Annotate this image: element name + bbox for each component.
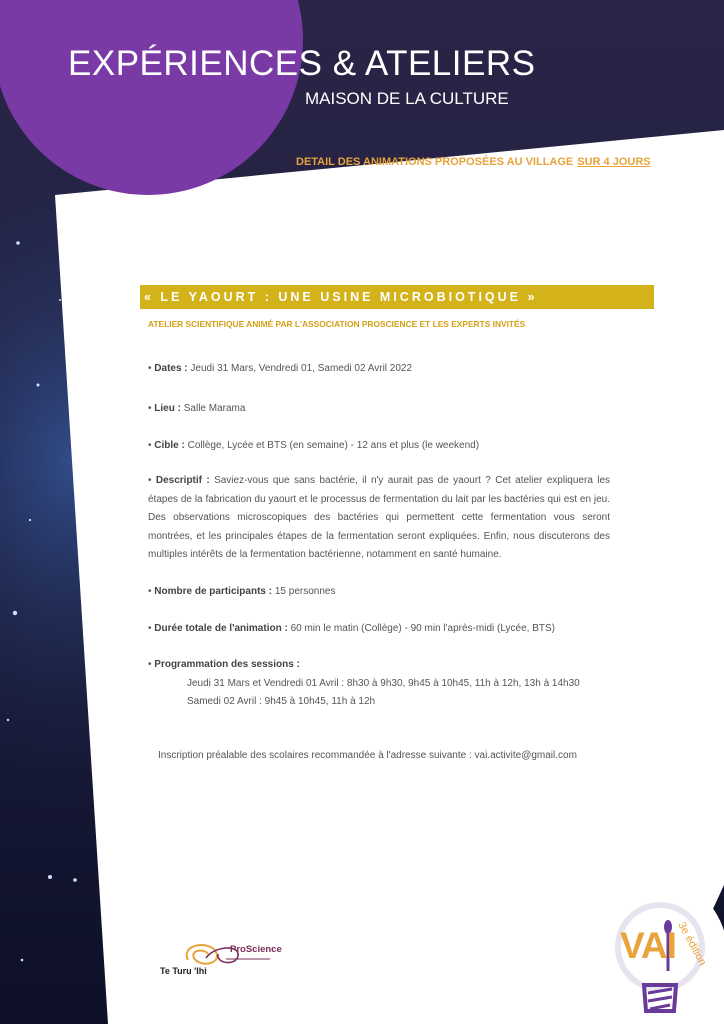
dates-item: • Dates : Jeudi 31 Mars, Vendredi 01, Samedi 02 Avril 2022 (148, 363, 413, 374)
programmation-label: Programmation des sessions : (154, 659, 300, 670)
duree-value: 60 min le matin (Collège) - 90 min l'après-midi (Lycée, BTS) (290, 623, 555, 634)
section-title-bar: « LE YAOURT : UNE USINE MICROBIOTIQUE » (140, 285, 654, 309)
participants-item: • Nombre de participants : 15 personnes (148, 586, 336, 597)
descriptif-label: Descriptif : (155, 475, 210, 486)
cible-item: • Cible : Collège, Lycée et BTS (en semaine) - 12 ans et plus (le weekend) (148, 440, 480, 451)
cible-value: Collège, Lycée et BTS (en semaine) - 12 ans et plus (le weekend) (187, 440, 480, 451)
page-subtitle: MAISON DE LA CULTURE (305, 89, 509, 108)
detail-heading (296, 156, 651, 168)
lieu-value: Salle Marama (183, 403, 246, 414)
detail-text: DETAIL DES ANIMATIONS PROPOSÉES AU VILLAGE (296, 156, 574, 168)
proscience-logo (160, 938, 282, 982)
proscience-name: ProScience (230, 944, 282, 955)
registration-note: Inscription préalable des scolaires recommandée à l'adresse suivante : vai.activite@gmail.com (158, 750, 577, 761)
session-line: Samedi 02 Avril : 9h45 à 10h45, 11h à 12h (187, 696, 376, 707)
duree-label: Durée totale de l'animation : (154, 623, 288, 634)
proscience-subtitle: Te Turu 'Ihi (160, 966, 207, 976)
duree-item: • Durée totale de l'animation : 60 min le matin (Collège) - 90 min l'après-midi (Lycée, BTS) (148, 623, 555, 634)
section-subtitle: ATELIER SCIENTIFIQUE ANIMÉ PAR L'ASSOCIATION PROSCIENCE ET LES EXPERTS INVITÉS (148, 319, 526, 329)
descriptif-value: Saviez-vous que sans bactérie, il n'y aurait pas de yaourt ? Cet atelier expliquera les étapes de la fabrication du yaourt et le processus de fermentation du lait par les bactéries qui est en jeu. Des observations microscopiques des bactéries qui permettent cette fermentation vous seront montrées, et les principales étapes de la fermentation seront expliquées. Enfin, nous discuterons des multiples intérêts de la fermentation bactérienne, notamment en santé humaine. (148, 475, 611, 560)
descriptif-item: • Descriptif : Saviez-vous que sans bactérie, il n'y aurait pas de yaourt ? Cet atelier expliquera les étapes de la fabrication du yaourt et le processus de fermentation du lait par les bactéries qui est en jeu. Des observations microscopiques des bactéries qui permettent cette fermentation vous seront montrées, et les principales étapes de la fermentation seront expliquées. Enfin, nous discuterons des multiples intérêts de la fermentation bactérienne, notamment en santé humaine. (148, 475, 611, 560)
lieu-item: • Lieu : Salle Marama (148, 403, 246, 414)
programmation-item: • Programmation des sessions : (148, 659, 300, 670)
page-title: EXPÉRIENCES & ATELIERS (68, 44, 536, 83)
session-line: Jeudi 31 Mars et Vendredi 01 Avril : 8h30 à 9h30, 9h45 à 10h45, 11h à 12h, 13h à 14h30 (187, 678, 580, 689)
dates-value: Jeudi 31 Mars, Vendredi 01, Samedi 02 Avril 2022 (190, 363, 413, 374)
vai-edition: 3e édition (675, 920, 709, 968)
dates-label: Dates : (154, 363, 188, 374)
lieu-label: Lieu : (154, 403, 181, 414)
cible-label: Cible : (154, 440, 185, 451)
vai-logo (598, 885, 724, 1024)
detail-emphasis: SUR 4 JOURS (577, 156, 651, 168)
vai-text: VAI (620, 925, 676, 966)
participants-label: Nombre de participants : (154, 586, 273, 597)
participants-value: 15 personnes (274, 586, 336, 597)
